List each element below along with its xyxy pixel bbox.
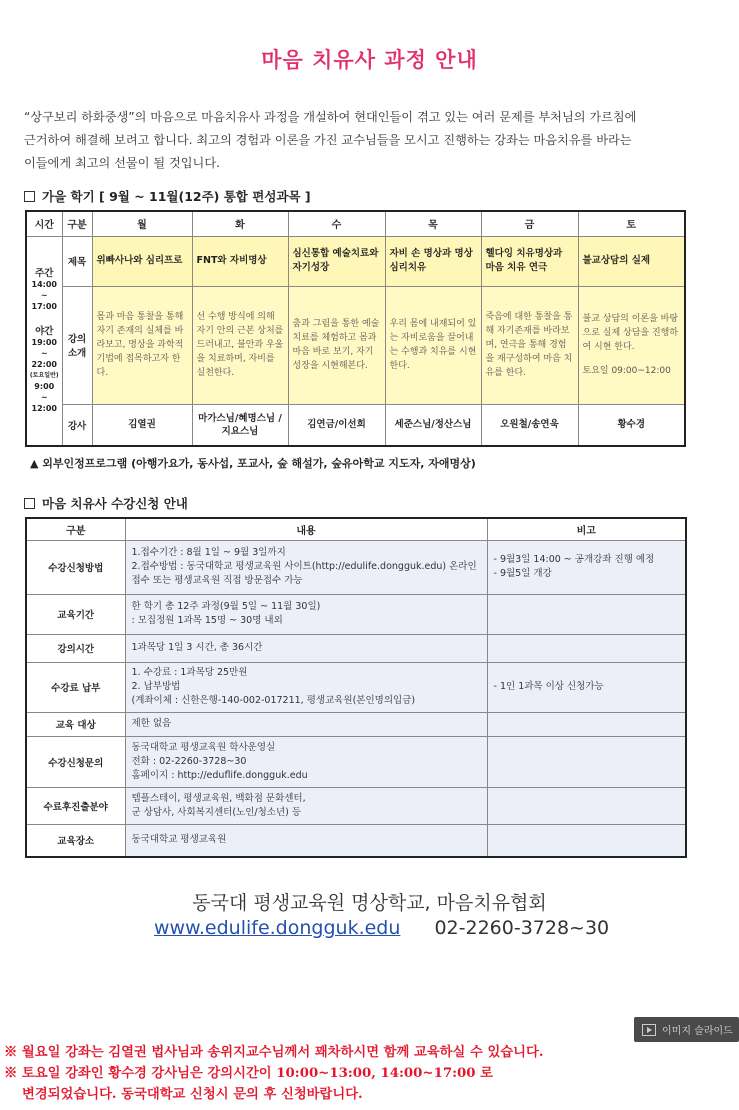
instructor-cell: 세준스님/정산스님 <box>385 404 481 446</box>
row-content: 1과목당 1일 3 시간, 총 36시간 <box>125 634 487 662</box>
header-cell: 금 <box>481 211 578 236</box>
row-label-desc: 강의 소개 <box>62 286 92 404</box>
row-remark <box>487 634 686 662</box>
schedule-header-row <box>26 211 685 236</box>
header-cell: 월 <box>92 211 192 236</box>
image-slide-button[interactable] <box>634 1017 739 1042</box>
instructor-cell: 김연금/이선희 <box>288 404 385 446</box>
desc-cell: 불교 상담의 이론을 바탕으로 실제 상담을 진행하여 시현 한다. 토요일 09:00~12:00 <box>578 286 685 404</box>
row-content: 제한 없음 <box>125 712 487 736</box>
schedule-subject-row <box>26 236 685 286</box>
row-content: 1. 수강료 : 1과목당 25만원 2. 납부방법 (계좌이체 : 신한은행-140-002-017211, 평생교육원(본인명의입금) <box>125 662 487 712</box>
registration-header-row <box>26 518 686 540</box>
row-content: 1.접수기간 : 8월 1일 ~ 9월 3일까지 2.접수방법 : 동국대학교 평생교육원 사이트(http://edulife.dongguk.edu) 온라인 접수 또는 평생교육원 직접 방문접수 가능 <box>125 540 487 594</box>
header-cell: 화 <box>192 211 288 236</box>
schedule-instructor-row <box>26 404 685 446</box>
table-row <box>26 634 686 662</box>
table-row <box>26 736 686 787</box>
row-label: 수강신청문의 <box>26 736 125 787</box>
row-remark: - 9월3일 14:00 ~ 공개강좌 진행 예정 - 9월5일 개강 <box>487 540 686 594</box>
notice-line: ※ 월요일 강좌는 김열권 법사님과 송위지교수님께서 꽤차하시면 함께 교육하실 수 있습니다. <box>4 1045 544 1060</box>
table-row <box>26 662 686 712</box>
instructor-cell: 오원철/송연욱 <box>481 404 578 446</box>
row-label: 수료후진출분야 <box>26 787 125 824</box>
notice-line: 변경되었습니다. 동국대학교 신청시 문의 후 신청바랍니다. <box>22 1087 363 1102</box>
row-content: 동국대학교 평생교육원 학사운영실 전화 : 02-2260-3728~30 홈페이지 : http://eduflife.dongguk.edu <box>125 736 487 787</box>
instructor-cell: 김열권 <box>92 404 192 446</box>
table-row <box>26 540 686 594</box>
checkbox-square-icon <box>24 191 35 202</box>
external-program-note: ▲ 외부인정프로그램 (아행가요가, 동사섭, 포교사, 숲 해설가, 숲유아학교 지도자, 자애명상) <box>30 457 476 470</box>
footer-contact <box>154 917 609 939</box>
row-remark <box>487 787 686 824</box>
row-label: 교육 대상 <box>26 712 125 736</box>
page-title: 마음 치유사 과정 안내 <box>261 48 478 72</box>
bottom-notice <box>0 1042 739 1105</box>
table-row <box>26 824 686 857</box>
row-label: 강의시간 <box>26 634 125 662</box>
registration-table <box>25 517 687 858</box>
desc-cell: 춤과 그림을 통한 예술치료를 체험하고 몸과 마음 바로 보기, 자기성장을 시현해본다. <box>288 286 385 404</box>
desc-cell: 죽음에 대한 통찰을 통해 자기존재를 바라보며, 연극을 통해 경험을 재구성하여 마음 치유를 한다. <box>481 286 578 404</box>
subject-cell: 심신통합 예술치료와 자기성장 <box>288 236 385 286</box>
saturday-time-note: 토요일 09:00~12:00 <box>582 366 671 377</box>
table-row <box>26 787 686 824</box>
row-remark <box>487 594 686 634</box>
row-label-instructor: 강사 <box>62 404 92 446</box>
table-row <box>26 594 686 634</box>
subject-cell: 불교상담의 실제 <box>578 236 685 286</box>
desc-cell: 우리 몸에 내재되어 있는 자비로움을 끌어내는 수행과 치유를 시현 한다. <box>385 286 481 404</box>
desc-cell: 몸과 마음 통찰을 통해 자기 존재의 실체를 바라보고, 명상을 과학적 기법에 접목하고자 한다. <box>92 286 192 404</box>
image-slide-label: 이미지 슬라이드 <box>662 1026 733 1037</box>
row-remark <box>487 824 686 857</box>
schedule-desc-row <box>26 286 685 404</box>
desc-cell: 선 수행 방식에 의해 자기 안의 근본 상처를 드러내고, 불안과 우울을 치료하며, 자비를 실천한다. <box>192 286 288 404</box>
phone-number: 02-2260-3728~30 <box>434 917 610 939</box>
checkbox-square-icon <box>24 498 35 509</box>
footer-organization: 동국대 평생교육원 명상학교, 마음치유협회 <box>192 892 547 914</box>
header-cell: 수 <box>288 211 385 236</box>
header-cell: 구분 <box>62 211 92 236</box>
row-remark: - 1인 1과목 이상 신청가능 <box>487 662 686 712</box>
header-cell: 목 <box>385 211 481 236</box>
instructor-cell: 황수경 <box>578 404 685 446</box>
header-cell: 시간 <box>26 211 62 236</box>
subject-cell: FNT와 자비명상 <box>192 236 288 286</box>
website-link[interactable]: www.edulife.dongguk.edu <box>154 917 401 939</box>
row-label-subject: 제목 <box>62 236 92 286</box>
section-heading-schedule: 가을 학기 [ 9월 ~ 11월(12주) 통합 편성과목 ] <box>24 187 311 205</box>
instructor-cell: 마가스님/혜명스님 /지요스님 <box>192 404 288 446</box>
header-cell: 토 <box>578 211 685 236</box>
intro-line: 이들에게 최고의 선물이 될 것입니다. <box>24 156 220 170</box>
subject-cell: 위빠사나와 심리프로 <box>92 236 192 286</box>
time-column: 주간 14:00 ~ 17:00 야간 19:00 ~ 22:00 (토요일반) 9:00 ~ 12:00 <box>26 236 62 446</box>
header-cell: 구분 <box>26 518 125 540</box>
intro-line: 근거하여 해결해 보려고 합니다. 최고의 경험과 이론을 가진 교수님들을 모시고 진행하는 강좌는 마음치유를 바라는 <box>24 133 632 147</box>
row-label: 수강료 납부 <box>26 662 125 712</box>
header-cell: 내용 <box>125 518 487 540</box>
row-label: 교육장소 <box>26 824 125 857</box>
subject-cell: 헬다잉 치유명상과 마음 치유 연극 <box>481 236 578 286</box>
subject-cell: 자비 손 명상과 명상심리치유 <box>385 236 481 286</box>
slideshow-icon <box>642 1024 656 1036</box>
row-label: 교육기간 <box>26 594 125 634</box>
schedule-table <box>25 210 686 447</box>
row-remark <box>487 712 686 736</box>
row-content: 한 학기 총 12주 과정(9월 5일 ~ 11월 30일) : 모집정원 1과목 15명 ~ 30명 내외 <box>125 594 487 634</box>
notice-line: ※ 토요일 강좌인 황수경 강사님은 강의시간이 10:00~13:00, 14:00~17:00 로 <box>4 1066 493 1081</box>
header-cell: 비고 <box>487 518 686 540</box>
row-content: 템플스테이, 평생교육원, 백화점 문화센터, 군 상담사, 사회복지센터(노인/청소년) 등 <box>125 787 487 824</box>
row-content: 동국대학교 평생교육원 <box>125 824 487 857</box>
intro-text <box>24 106 704 175</box>
row-label: 수강신청방법 <box>26 540 125 594</box>
section-heading-registration: 마음 치유사 수강신청 안내 <box>24 494 188 512</box>
intro-line: “상구보리 하화중생”의 마음으로 마음치유사 과정을 개설하여 현대인들이 겪고 있는 여러 문제를 부처님의 가르침에 <box>24 110 637 124</box>
row-remark <box>487 736 686 787</box>
table-row <box>26 712 686 736</box>
